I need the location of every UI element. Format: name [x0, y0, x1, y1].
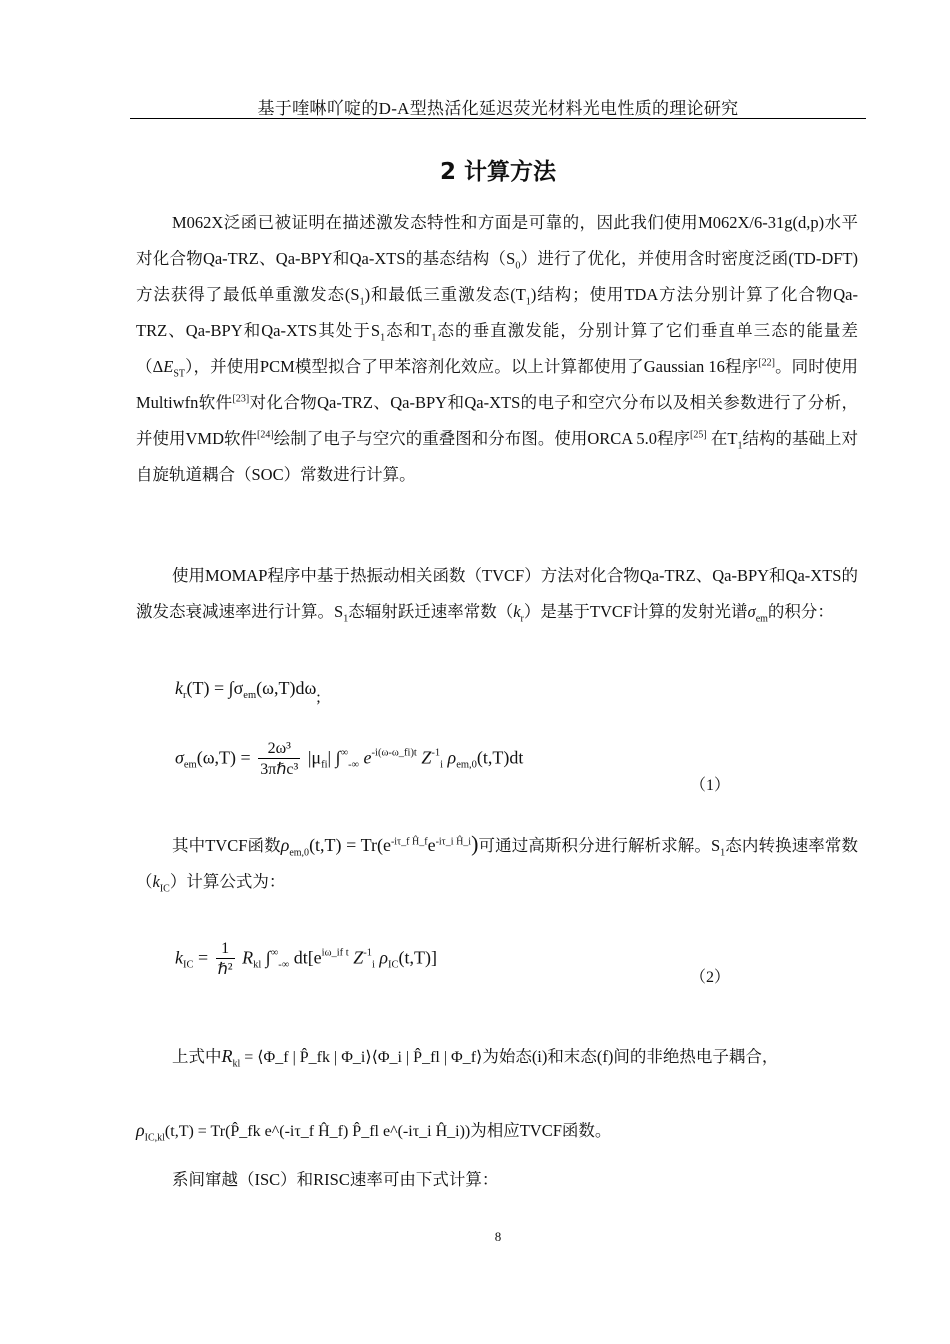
equation-number-1: （1） — [689, 777, 730, 794]
equation-kic: $k_{IC}$ = $\frac{1}{\text{ℏ²}}$ $R_{kl}$ $\int^\infty_{-\infty}$ $dt[e^{i\omega\_if t}$ $Z^{-1}_i$ $\rho_{IC}(t,T)$] — [175, 940, 438, 978]
citation-24: [24] — [257, 429, 274, 441]
running-header: 基于喹啉吖啶的D-A型热活化延迟荧光材料光电性质的理论研究 — [257, 99, 739, 118]
citation-25: [25] — [690, 429, 707, 441]
paragraph-tvcf-function: 其中TVCF函数$\rho_{em,0}(t,T) = Tr(e^{-i\tau\_f Ĥ\_f}e^{-i\tau\_i Ĥ\_i})$可通过高斯积分进行解析求解。$S_1$态内转换速率常数$(k_{IC})$计算公式为： — [136, 831, 859, 895]
paragraph-methods: M062X泛函已被证明在描述激发态特性和方面是可靠的，因此我们使用M062X/6-31g(d,p)水平对化合物Qa-TRZ、Qa-BPY和Qa-XTS的基态结构$(S_0)$进行了优化，并使用含时密度泛函(TD-DFT)方法获得了最低单重激发态$(S_1)$和最低三重激发态$(T_1)$结构；使用TDA方法分别计算了化合物Qa-TRZ、Qa-BPY和Qa-XTS其处于$S_1$态和$T_1$态的垂直激发能，分别计算了它们垂直单三态的能量差$(\Delta E_{ST})$，并使用PCM模型拟合了甲苯溶剂化效应。以上计算都使用了Gaussian 16程序[22]。同时使用Multiwfn软件[23]对化合物Qa-TRZ、Qa-BPY和Qa-XTS的电子和空穴分布以及相关参数进行了分析，并使用VMD软件[24]绘制了电子与空穴的重叠图和分布图。使用ORCA 5.0程序[25] 在$T_1$结构的基础上对自旋轨道耦合（SOC）常数进行计算。 — [136, 213, 859, 484]
citation-22: [22] — [758, 357, 775, 369]
paragraph-tvcf: 使用MOMAP程序中基于热振动相关函数（TVCF）方法对化合物Qa-TRZ、Qa-BPY和Qa-XTS的激发态衰减速率进行计算。$S_1$态辐射跃迁速率常数$(k_r)$是基于TVCF计算的发射光谱$\sigma_{em}$的积分： — [136, 566, 858, 625]
paragraph-isc: 系间窜越（ISC）和RISC速率可由下式计算： — [172, 1170, 499, 1189]
paragraph-rkl: 上式中$R_{kl}$ = ⟨Φ_f | P̂_fk | Φ_i⟩⟨Φ_i | P̂_fl | Φ_f⟩为始态(i)和末态(f)间的非绝热电子耦合， — [172, 1046, 779, 1070]
header-rule — [130, 118, 866, 119]
fraction: $\frac{1}{\text{ℏ²}}$ — [217, 940, 233, 978]
page-number: 8 — [494, 1229, 502, 1244]
section-title: 2 计算方法 — [439, 159, 556, 185]
fraction: $\frac{\text{2ω³}}{\text{3πℏc³}}$ — [260, 740, 299, 778]
paragraph-rho-ic: $\rho_{IC,kl}(t,T)$ = Tr(P̂_fk e^(-iτ_f Ĥ_f) P̂_fl e^(-iτ_i Ĥ_i))为相应TVCF函数。 — [136, 1120, 612, 1144]
equation-sigma-em: $\sigma_{em}(\omega,T)$ = $\frac{\text{2ω³}}{\text{3πℏc³}}$ $|\mu_{fi}|$ $\int^\infty_{-\infty}$ $e^{-i(\omega-\omega\_fi)t}$ $Z^{-1}_i$ $\rho_{em,0}(t,T)dt$ — [175, 740, 524, 778]
citation-23: [23] — [232, 393, 250, 405]
equation-kr: $k_r(T) = \int\sigma_{em}(\omega,T)d\omega$; — [175, 678, 321, 706]
equation-number-2: （2） — [689, 969, 730, 986]
